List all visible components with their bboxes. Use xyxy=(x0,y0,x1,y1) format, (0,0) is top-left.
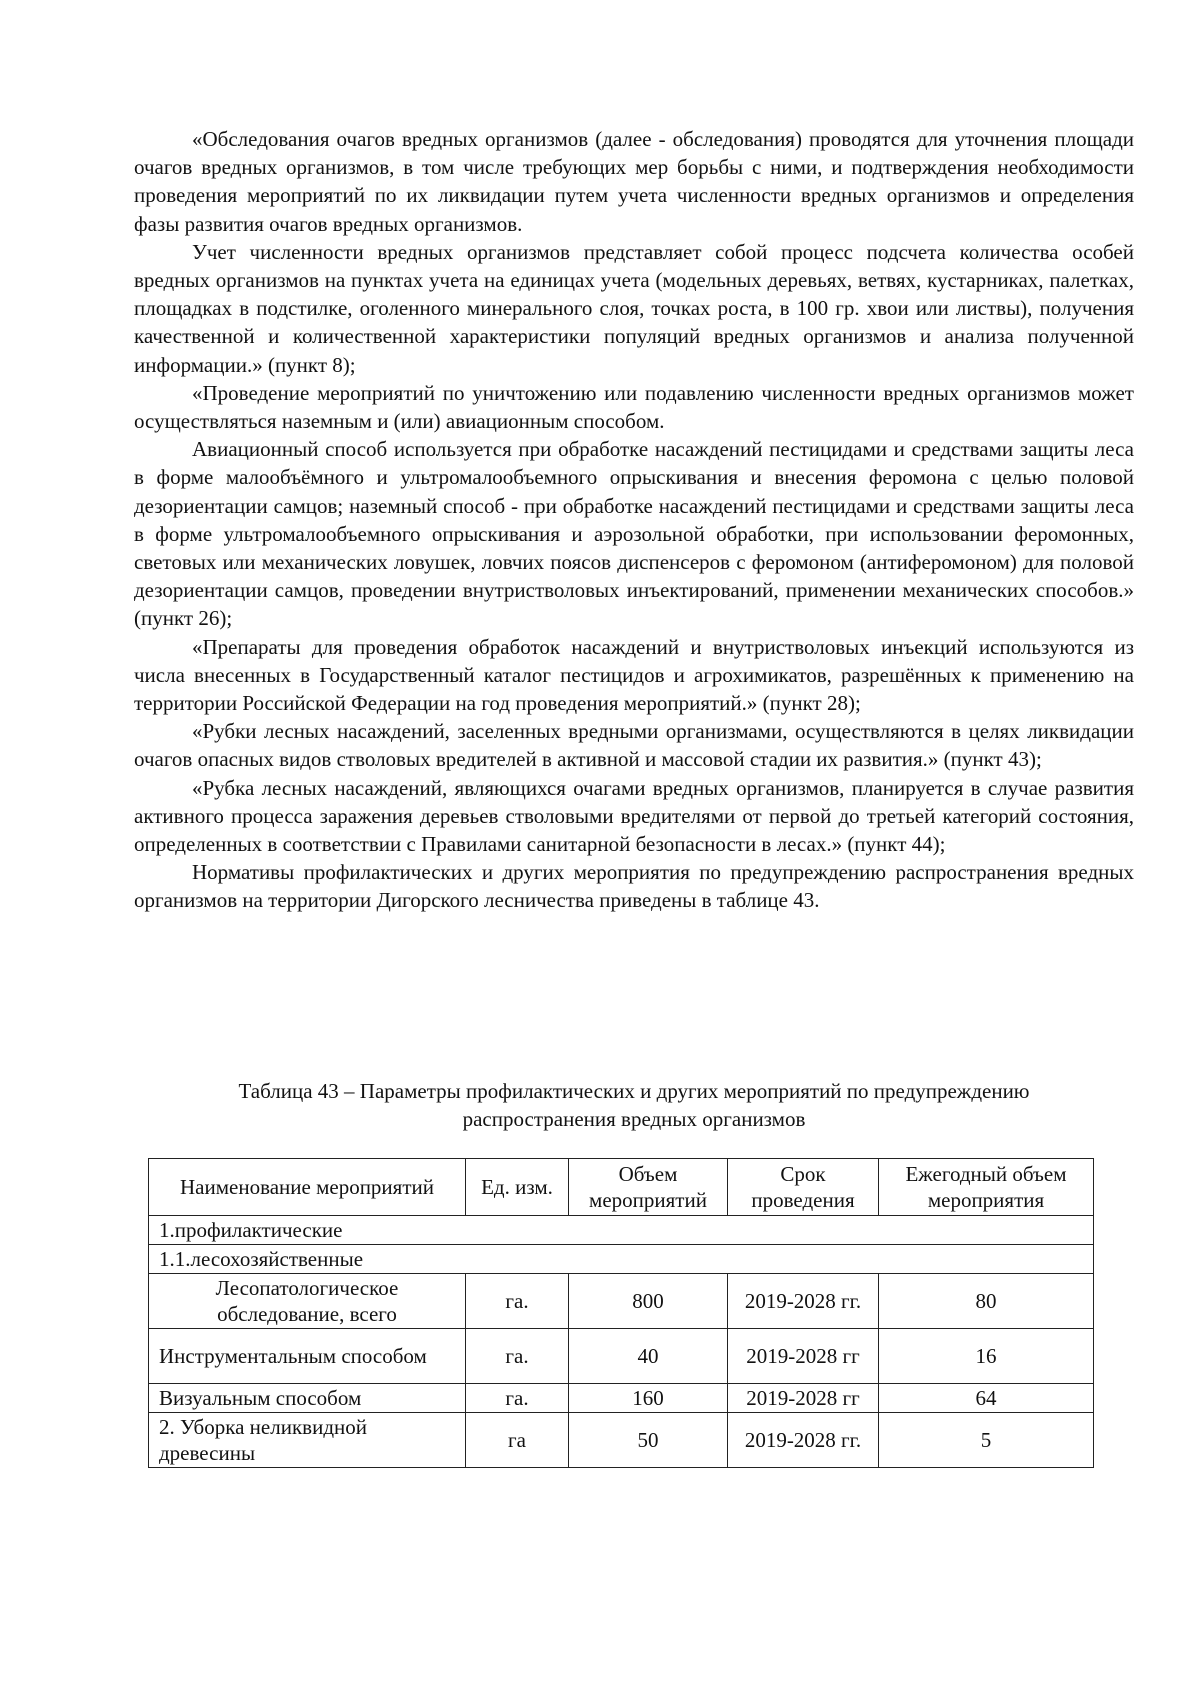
header-name: Наименование мероприятий xyxy=(149,1159,466,1216)
paragraph: «Препараты для проведения обработок насаждений и внутристволовых инъекций используются из числа внесенных в Государственный каталог пестицидов и агрохимикатов, разрешённых к применению на территории Российской Федерации на год проведения мероприятий.» (пункт 28); xyxy=(134,634,1134,716)
paragraph: Нормативы профилактических и других мероприятия по предупреждению распространения вредных организмов на территории Дигорского лесничества приведены в таблице 43. xyxy=(134,860,1134,913)
caption-line: распространения вредных организмов xyxy=(462,1107,806,1131)
measures-table xyxy=(148,1158,1094,1468)
group-label: 1.профилактические xyxy=(149,1216,1094,1245)
table-caption xyxy=(134,1077,1134,1133)
paragraph: «Проведение мероприятий по уничтожению или подавлению численности вредных организмов может осуществляться наземным и (или) авиационным способом. xyxy=(134,380,1134,434)
header-annual: Ежегодный объем мероприятия xyxy=(879,1159,1094,1216)
cell-unit: га. xyxy=(466,1384,569,1413)
cell-volume: 50 xyxy=(569,1413,728,1468)
table-group-row xyxy=(149,1216,1094,1245)
subgroup-label: 1.1.лесохозяйственные xyxy=(149,1245,1094,1274)
paragraph: «Обследования очагов вредных организмов (далее - обследования) проводятся для уточнения площади очагов вредных организмов, в том числе требующих мер борьбы с ними, и подтверждения необходимости проведения мероприятий по их ликвидации путем учета численности вредных организмов и определения фазы развития очагов вредных организмов. xyxy=(134,127,1134,236)
table-group-row xyxy=(149,1245,1094,1274)
body-text xyxy=(134,125,1134,915)
cell-annual: 5 xyxy=(879,1413,1094,1468)
table-row xyxy=(149,1329,1094,1384)
cell-unit: га. xyxy=(466,1329,569,1384)
cell-unit: га xyxy=(466,1413,569,1468)
cell-volume: 40 xyxy=(569,1329,728,1384)
cell-name: 2. Уборка неликвидной древесины xyxy=(149,1413,466,1468)
cell-annual: 16 xyxy=(879,1329,1094,1384)
paragraph: Учет численности вредных организмов представляет собой процесс подсчета количества особей вредных организмов на пунктах учета на единицах учета (модельных деревьях, ветвях, кустарниках, палетках, площадках в подстилке, оголенного минерального слоя, точках роста, в 100 гр. хвои или листвы), получения качественной и количественной характеристики популяций вредных организмов и анализа полученной информации.» (пункт 8); xyxy=(134,239,1134,377)
cell-term: 2019-2028 гг xyxy=(728,1329,879,1384)
header-term: Срок проведения xyxy=(728,1159,879,1216)
table-row xyxy=(149,1384,1094,1413)
cell-unit: га. xyxy=(466,1274,569,1329)
cell-name: Лесопатологическое обследование, всего xyxy=(149,1274,466,1329)
header-unit: Ед. изм. xyxy=(466,1159,569,1216)
cell-term: 2019-2028 гг xyxy=(728,1384,879,1413)
table-row xyxy=(149,1413,1094,1468)
cell-annual: 80 xyxy=(879,1274,1094,1329)
cell-volume: 800 xyxy=(569,1274,728,1329)
cell-volume: 160 xyxy=(569,1384,728,1413)
cell-name: Инструментальным способом xyxy=(149,1329,466,1384)
table-row xyxy=(149,1274,1094,1329)
cell-term: 2019-2028 гг. xyxy=(728,1413,879,1468)
cell-name: Визуальным способом xyxy=(149,1384,466,1413)
table-header-row xyxy=(149,1159,1094,1216)
header-volume: Объем мероприятий xyxy=(569,1159,728,1216)
cell-term: 2019-2028 гг. xyxy=(728,1274,879,1329)
cell-annual: 64 xyxy=(879,1384,1094,1413)
paragraph: «Рубки лесных насаждений, заселенных вредными организмами, осуществляются в целях ликвидации очагов опасных видов стволовых вредителей в активной и массовой стадии их развития.» (пункт 43); xyxy=(134,719,1134,772)
caption-line: Таблица 43 – Параметры профилактических и других мероприятий по предупреждению xyxy=(238,1079,1030,1103)
paragraph: Авиационный способ используется при обработке насаждений пестицидами и средствами защиты леса в форме малообъёмного и ультромалообъемного опрыскивания и внесения феромона с целью половой дезориентации самцов; наземный способ - при обработке насаждений пестицидами и средствами защиты леса в форме ультромалообъемного опрыскивания и аэрозольной обработки, при использовании феромонных, световых или механических ловушек, ловчих поясов диспенсеров с феромоном (антиферомоном) для половой дезориентации самцов, проведении внутристволовых инъектирований, применении механических способов.» (пункт 26); xyxy=(134,437,1134,631)
paragraph: «Рубка лесных насаждений, являющихся очагами вредных организмов, планируется в случае развития активного процесса заражения деревьев стволовыми вредителями от первой до третьей категорий состояния, определенных в соответствии с Правилами санитарной безопасности в лесах.» (пункт 44); xyxy=(134,775,1134,857)
